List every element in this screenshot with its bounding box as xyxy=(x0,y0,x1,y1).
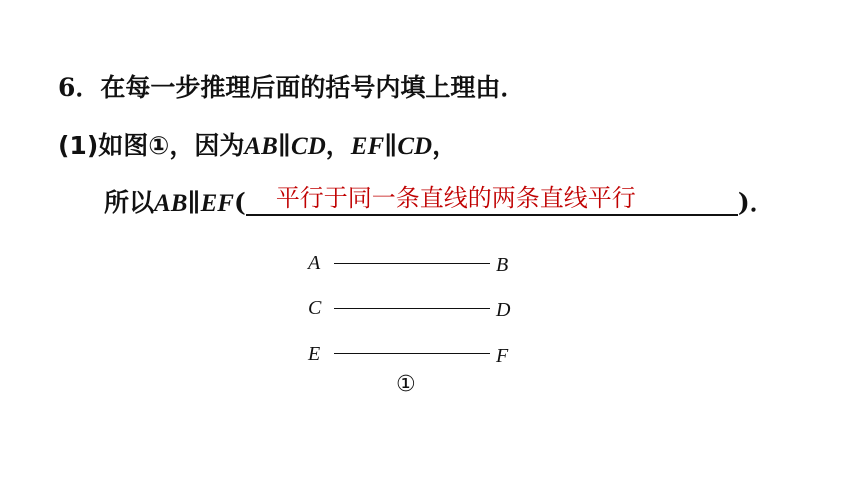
parallel-symbol: ∥ xyxy=(187,188,201,217)
segment-cd: CD xyxy=(397,133,433,160)
close-paren: )． xyxy=(737,188,775,217)
point-label-a: A xyxy=(308,252,321,274)
point-label-b: B xyxy=(496,254,509,276)
part1-line xyxy=(58,130,457,163)
question-text: 在每一步推理后面的括号内填上理由． xyxy=(100,73,526,102)
part1-prefix: (1)如图①，因为 xyxy=(58,131,245,160)
question-line xyxy=(58,72,525,104)
comma: ， xyxy=(325,131,351,160)
figure-caption: ① xyxy=(396,372,416,397)
line-ab xyxy=(334,263,490,264)
point-label-c: C xyxy=(308,297,322,319)
part1-conclusion-line xyxy=(104,186,775,220)
line-cd xyxy=(334,308,490,309)
segment-cd: CD xyxy=(291,133,326,160)
question-number: 6． xyxy=(58,73,101,102)
segment-ef: EF xyxy=(200,190,234,217)
parallel-lines-figure xyxy=(300,244,540,404)
answer-text: 平行于同一条直线的两条直线平行 xyxy=(275,184,636,212)
conclusion-prefix: 所以 xyxy=(104,188,155,217)
answer-blank[interactable] xyxy=(246,186,738,216)
segment-ef: EF xyxy=(350,133,385,160)
line-ef xyxy=(334,353,490,354)
parallel-symbol: ∥ xyxy=(384,131,398,160)
open-paren: ( xyxy=(233,188,246,217)
point-label-d: D xyxy=(496,299,511,321)
segment-ab: AB xyxy=(154,190,188,217)
segment-ab: AB xyxy=(244,133,278,160)
parallel-symbol: ∥ xyxy=(277,131,292,160)
point-label-f: F xyxy=(496,345,509,367)
point-label-e: E xyxy=(308,343,321,365)
comma: ， xyxy=(432,131,458,160)
